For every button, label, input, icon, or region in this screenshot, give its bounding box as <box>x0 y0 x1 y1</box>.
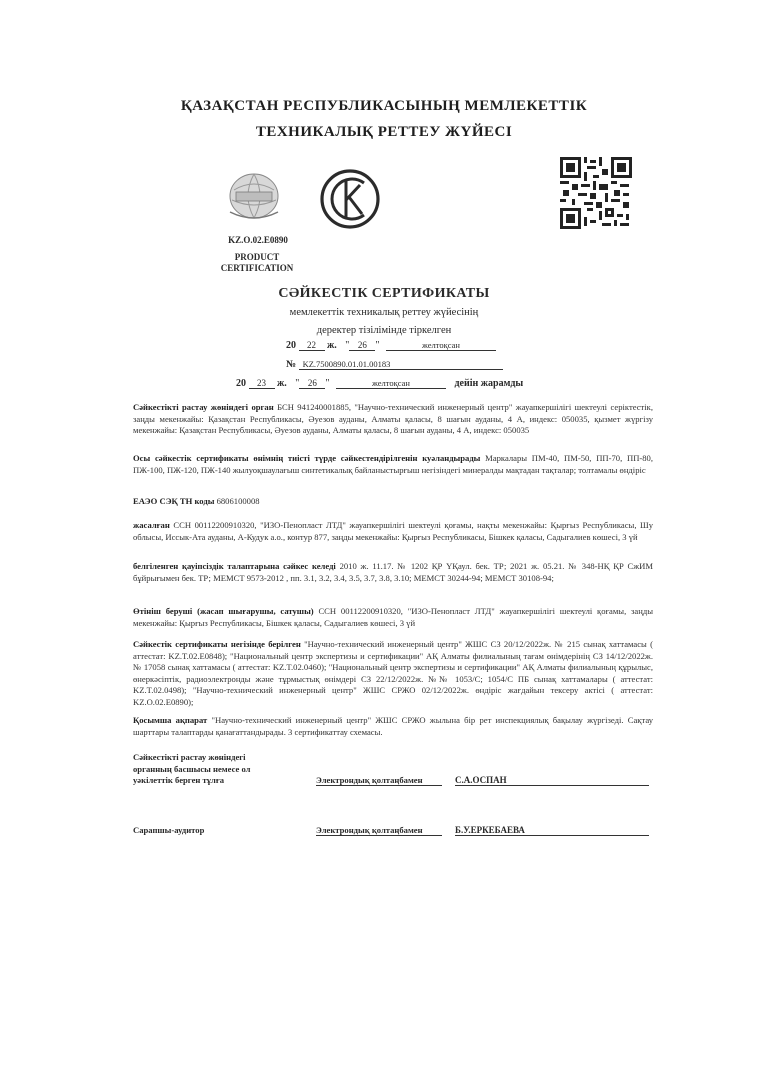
valid-zh: ж. <box>277 378 287 389</box>
certification-body-text: БСН 941240001885, "Научно-технический инженерный центр" жауапкершілігі шектеулі серіктестік, заңды мекенжайы: Қазақстан Республикасы, Әуезов ауданы, Алматы қаласы, 8 шағын ауданы, 4 А, индекс: 050035, қызмет жүргізу мекенжайы: Қазақстан Республикасы, Әуезов ауданы, Алматы қаласы, 8 шағын ауданы, 4 А, индекс: 050035 <box>133 402 654 436</box>
certificate-subtitle-2: деректер тізілімінде тіркелген <box>316 325 452 336</box>
globe-emblem-icon <box>220 168 288 226</box>
code-section <box>133 496 653 508</box>
product-label-text: Осы сәйкестік сертификаты өнімнің тиісті түрде сәйкестендірілгенін куәландырады <box>133 453 481 463</box>
applicant-text: ССН 00112200910320, "ИЗО-Пенопласт ЛТД" жауапкершілігі шектеулі қоғамы, заңды мекенжайы: Қырғыз Республикасы, Бішкек қаласы, Садыгалиев көшесі, 3 үй <box>133 606 653 628</box>
registration-date: 20 22 ж. " 26 " желтоқсан <box>286 340 496 351</box>
applicant-label: Өтініш беруші (жасап шығарушы, сатушы) <box>133 606 314 616</box>
requirements-label: белгіленген қауіпсіздік талаптарына сәйкес келеді <box>133 561 336 571</box>
head-signatory-name: С.А.ОСПАН <box>455 775 649 786</box>
certificate-title: СӘЙКЕСТІК СЕРТИФИКАТЫ <box>278 286 490 301</box>
product-label: PRODUCT <box>234 252 280 262</box>
number-label: № <box>286 359 297 370</box>
basis-label: Сәйкестік сертификаты негізінде берілген <box>133 639 301 649</box>
reg-zh: ж. <box>327 340 337 351</box>
additional-info-section <box>133 715 653 738</box>
manufacturer-label: жасалған <box>133 520 170 530</box>
product-text: Маркалары ПМ-40, ПМ-50, ПП-70, ПП-80, ПЖ-100, ПЖ-120, ПЖ-140 жылуоқшаулағыш синтетикалық байланыстырғыш негізіндегі минералды мақтадан тақталар; толтамалы өндіріс <box>133 453 654 475</box>
manufacturer-section <box>133 520 653 543</box>
kz-conformity-mark-icon <box>318 167 382 231</box>
certificate-subtitle-1: мемлекеттік техникалық реттеу жүйесінің <box>289 307 479 318</box>
basis-text: "Научно-технический инженерный центр" ЖШС СЗ 20/12/2022ж. № 215 сынақ хаттамасы ( аттестат: KZ.T.02.E0848); "Национальный центр экспертизы и сертификации" АҚ Алматы филиалының тағам өнімдерінің СЗ 14/12/2022ж. № 17058 сынақ хаттамасы ( аттестат: KZ.T.02.0460); "Национальный центр экспертизы и сертификации" АҚ Алматы филиалының құрылыс, өнеркәсіптік, радиоэлектронды және тұрмыстық өнімдері СЗ 22/12/2022ж. №№ 1053/С; 1054/С ПБ сынақ хаттамалары ( аттестат: KZ.T.02.0498); "Научно-технический инженерный центр" ЖШС СРЖО 02/12/2022ж. өндіріс жағдайын тексеру актісі ( аттестат: KZ.O.02.E0890); <box>133 639 653 707</box>
applicant-section <box>133 606 653 629</box>
manufacturer-text: ССН 00112200910320, "ИЗО-Пенопласт ЛТД" жауапкершілігі шектеулі қоғамы, нақты мекенжайы: Қырғыз Республикасы, Шу облысы, Иссык-Ата ауданы, А-Кудук а.о., контур 877, заңды мекенжайы: Қырғыз Республикасы, Бішкек қаласы, Садыгалиев көшесі, 3 үй <box>133 520 654 542</box>
reg-prefix: 20 <box>286 340 296 351</box>
code-value: 6806100008 <box>216 496 260 506</box>
valid-suffix: дейін жарамды <box>454 378 524 389</box>
head-line-1: Сәйкестікті растау жөніндегі <box>133 752 246 762</box>
certificate-number: KZ.7500890.01.01.00183 <box>299 359 503 370</box>
valid-month: желтоқсан <box>336 378 446 389</box>
additional-info-label: Қосымша ақпарат <box>133 715 208 725</box>
valid-year: 23 <box>249 378 275 389</box>
certification-body-label: Сәйкестікті растау жөніндегі орган <box>133 402 274 412</box>
certification-body-section <box>133 402 653 437</box>
product-section <box>133 453 653 476</box>
accreditation-code: KZ.O.02.E0890 <box>228 235 288 245</box>
header-line-1: ҚАЗАҚСТАН РЕСПУБЛИКАСЫНЫҢ МЕМЛЕКЕТТІК <box>180 98 588 114</box>
head-signature-method: Электрондық қолтаңбамен <box>316 775 442 786</box>
basis-section <box>133 639 653 709</box>
head-line-3: уәкілеттік берген тұлға <box>133 775 225 785</box>
auditor-label: Сарапшы-аудитор <box>133 825 205 835</box>
certificate-number-row <box>286 359 503 370</box>
requirements-text: 2010 ж. 11.17. № 1202 ҚР ҮҚаул. бек. ТР; 2021 ж. 05.21. № 348-НҚ ҚР СжИМ бұйрығымен бек. ТР; МЕМСТ 9573-2012 , пп. 3.1, 3.2, 3.4, 3.5, 3.7, 3.8, 3.10; МЕМСТ 30244-94; МЕМСТ 30108-94; <box>133 561 654 583</box>
qr-code-icon <box>560 157 632 229</box>
additional-info-text: "Научно-технический инженерный центр" ЖШС СРЖО жылына бір рет инспекциялық бақылау жүргізеді. Сақтау шарттары талаптарды қанағаттандырады. 3 сертификаттау схемасы. <box>133 715 653 737</box>
auditor-name: Б.У.ЕРКЕБАЕВА <box>455 825 649 836</box>
reg-month: желтоқсан <box>386 340 496 351</box>
product-certification-label <box>215 252 299 274</box>
valid-prefix: 20 <box>236 378 246 389</box>
reg-day: 26 <box>349 340 375 351</box>
certification-label: CERTIFICATION <box>220 263 294 273</box>
auditor-signature-method: Электрондық қолтаңбамен <box>316 825 442 836</box>
reg-year: 22 <box>299 340 325 351</box>
code-label: ЕАЭО СЭҚ ТН коды <box>133 496 215 506</box>
head-line-2: органның басшысы немесе ол <box>133 763 251 774</box>
header-line-2: ТЕХНИКАЛЫҚ РЕТТЕУ ЖҮЙЕСІ <box>255 124 513 140</box>
head-signatory-label <box>133 752 293 787</box>
valid-day: 26 <box>299 378 325 389</box>
requirements-section <box>133 561 653 584</box>
validity-date: 20 23 ж. " 26 " желтоқсан дейін жарамды <box>236 378 524 389</box>
